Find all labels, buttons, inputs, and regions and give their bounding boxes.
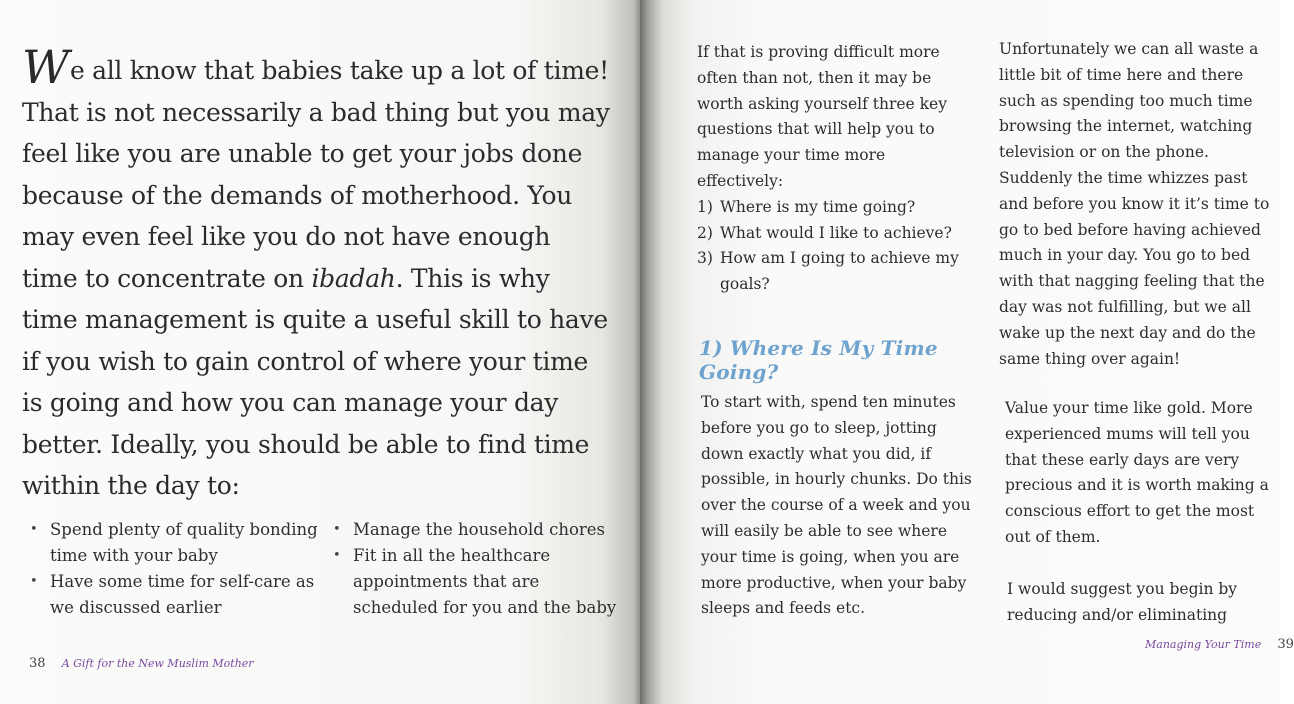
question-number: 1) xyxy=(697,197,713,216)
bullet-list-left xyxy=(22,517,322,621)
right-page-column-2-bottom xyxy=(1007,577,1277,629)
bullet-list-right xyxy=(325,517,625,621)
body-paragraph: Unfortunately we can all waste a little bit of time here and there such as spending too much time browsing the internet, watching television or on the phone. Suddenly the time whizzes past and before you know it it’s time to go to bed before having achieved much in your day. You go to bed with that nagging feeling that the day was not fulfilling, but we all wake up the next day and do the same thing over again! xyxy=(999,40,1270,368)
question-number: 3) xyxy=(697,249,713,268)
question-number: 2) xyxy=(697,223,713,242)
book-title-footer: A Gift for the New Muslim Mother xyxy=(61,657,254,670)
left-page-footer xyxy=(29,656,254,671)
bullet-item: • Have some time for self-care as we discussed earlier xyxy=(22,569,322,621)
intro-emphasis: ibadah xyxy=(311,263,396,293)
question-text: Where is my time going? xyxy=(720,197,916,216)
question-item xyxy=(697,195,967,221)
left-page xyxy=(0,0,640,704)
question-text: What would I like to achieve? xyxy=(720,223,952,242)
chapter-title-footer: Managing Your Time xyxy=(1145,638,1262,651)
questions-list xyxy=(697,195,967,298)
bullet-item: • Manage the household chores xyxy=(325,517,625,543)
right-page-column-1-body xyxy=(701,390,973,622)
right-page-column-1-top xyxy=(697,40,967,298)
body-paragraph: To start with, spend ten minutes before you go to sleep, jotting down exactly what you did, if possible, in hourly chunks. Do this over the course of a week and you will easily be able to see where your time is going, when you are more productive, when your baby sleeps and feeds etc. xyxy=(701,393,972,618)
right-page-column-2-top xyxy=(999,37,1273,372)
questions-intro: If that is proving difficult more often than not, then it may be worth asking yourself three key questions that will help you to manage your time more effectively: xyxy=(697,43,947,190)
page-number-left: 38 xyxy=(29,656,46,671)
intro-text-part-2: . This is why time management is quite a useful skill to have if you wish to gain control of where your time is going and how you can manage your day better. Ideally, you should be able to find time within the day to: xyxy=(22,263,608,500)
question-item xyxy=(697,221,967,247)
body-paragraph: I would suggest you begin by reducing and/or eliminating xyxy=(1007,580,1238,624)
section-heading: 1) Where Is My Time Going? xyxy=(699,336,938,384)
intro-text-part-1: e all know that babies take up a lot of time! That is not necessarily a bad thing but you may feel like you are unable to get your jobs done because of the demands of motherhood. You may even feel like you do not have enough time to concentrate on xyxy=(22,56,610,293)
page-number-right: 39 xyxy=(1277,637,1294,652)
bullet-item: • Spend plenty of quality bonding time with your baby xyxy=(22,517,322,569)
right-page-column-2-middle xyxy=(1005,396,1275,551)
bullet-item: • Fit in all the healthcare appointments that are scheduled for you and the baby xyxy=(325,543,625,621)
question-text: How am I going to achieve my goals? xyxy=(720,249,959,294)
intro-paragraph xyxy=(22,40,612,507)
drop-cap: W xyxy=(22,40,69,94)
body-paragraph: Value your time like gold. More experienced mums will tell you that these early days are very precious and it is worth making a conscious effort to get the most out of them. xyxy=(1005,399,1269,546)
question-item xyxy=(697,246,967,298)
right-page-footer xyxy=(1145,637,1294,652)
